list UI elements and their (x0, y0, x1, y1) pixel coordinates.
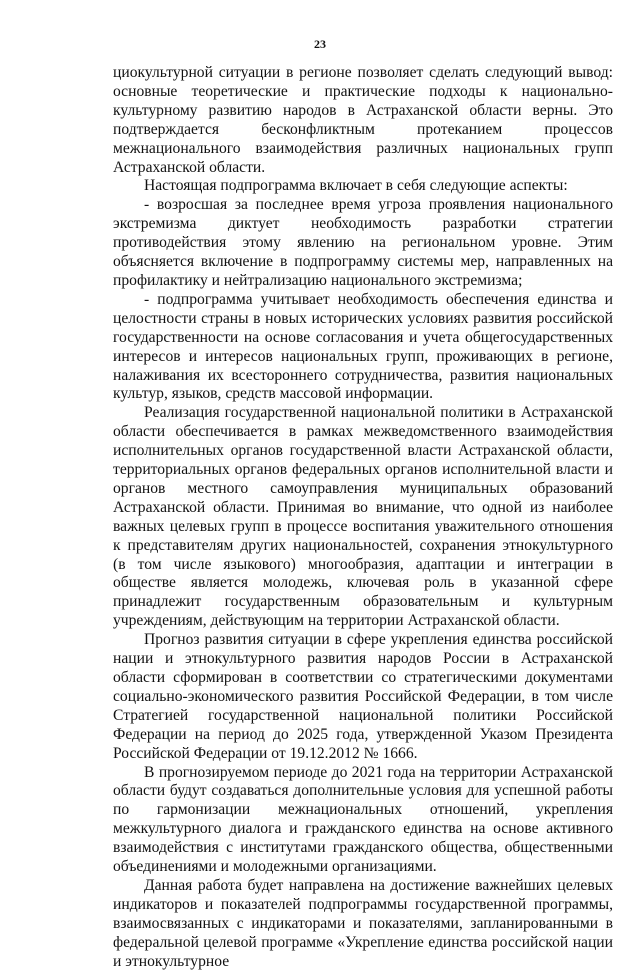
body-text (113, 64, 613, 972)
paragraph: Данная работа будет направлена на достижение важнейших целевых индикаторов и показателей подпрограммы государственной программы, взаимосвязанных с индикаторами и показателями, запланированными в федеральной целевой программе «Укрепление единства российской нации и этнокультурное (113, 876, 613, 970)
page-number: 23 (314, 37, 326, 51)
paragraph: В прогнозируемом периоде до 2021 года на территории Астраханской области будут создаваться дополнительные условия для успешной работы по гармонизации межнациональных отношений, укрепления межкультурного диалога и гражданского единства на основе активного взаимодействия с институтами гражданского общества, общественными объединениями и молодежными организациями. (113, 763, 613, 876)
paragraph: Реализация государственной национальной политики в Астраханской области обеспечивается в рамках межведомственного взаимодействия исполнительных органов государственной власти Астраханской области, территориальных органов федеральных органов исполнительной власти и органов местного самоуправления муниципальных образований Астраханской области. Принимая во внимание, что одной из наиболее важных целевых групп в процессе воспитания уважительного отношения к представителям других национальностей, сохранения этнокультурного (в том числе языкового) многообразия, адаптации и интеграции в обществе является молодежь, ключевая роль в указанной сфере принадлежит государственным образовательным и культурным учреждениям, действующим на территории Астраханской области. (113, 404, 613, 630)
paragraph: Настоящая подпрограмма включает в себя следующие аспекты: (144, 177, 568, 195)
list-item: - возросшая за последнее время угроза проявления национального экстремизма диктует необходимость разработки стратегии противодействия этому явлению на региональном уровне. Этим объясняется включение в подпрограмму системы мер, направленных на профилактику и нейтрализацию национального экстремизма; (113, 196, 613, 289)
list-item: - подпрограмма учитывает необходимость обеспечения единства и целостности страны в новых исторических условиях развития российской государственности на основе согласования и учета общегосударственных интересов и интересов национальных групп, проживающих в регионе, налаживания их всестороннего сотрудничества, развития национальных культур, языков, средств массовой информации. (113, 290, 613, 403)
paragraph: Прогноз развития ситуации в сфере укрепления единства российской нации и этнокультурного развития народов России в Астраханской области сформирован в соответствии со стратегическими документами социально-экономического развития Российской Федерации, в том числе Стратегией государственной национальной политики Российской Федерации на период до 2025 года, утвержденной Указом Президента Российской Федерации от 19.12.2012 № 1666. (113, 631, 613, 762)
paragraph: циокультурной ситуации в регионе позволяет сделать следующий вывод: основные теоретические и практические подходы к национально-культурному развитию народов в Астраханской области верны. Это подтверждается бесконфликтным протеканием процессов межнационального взаимодействия различных национальных групп Астраханской области. (113, 64, 613, 176)
